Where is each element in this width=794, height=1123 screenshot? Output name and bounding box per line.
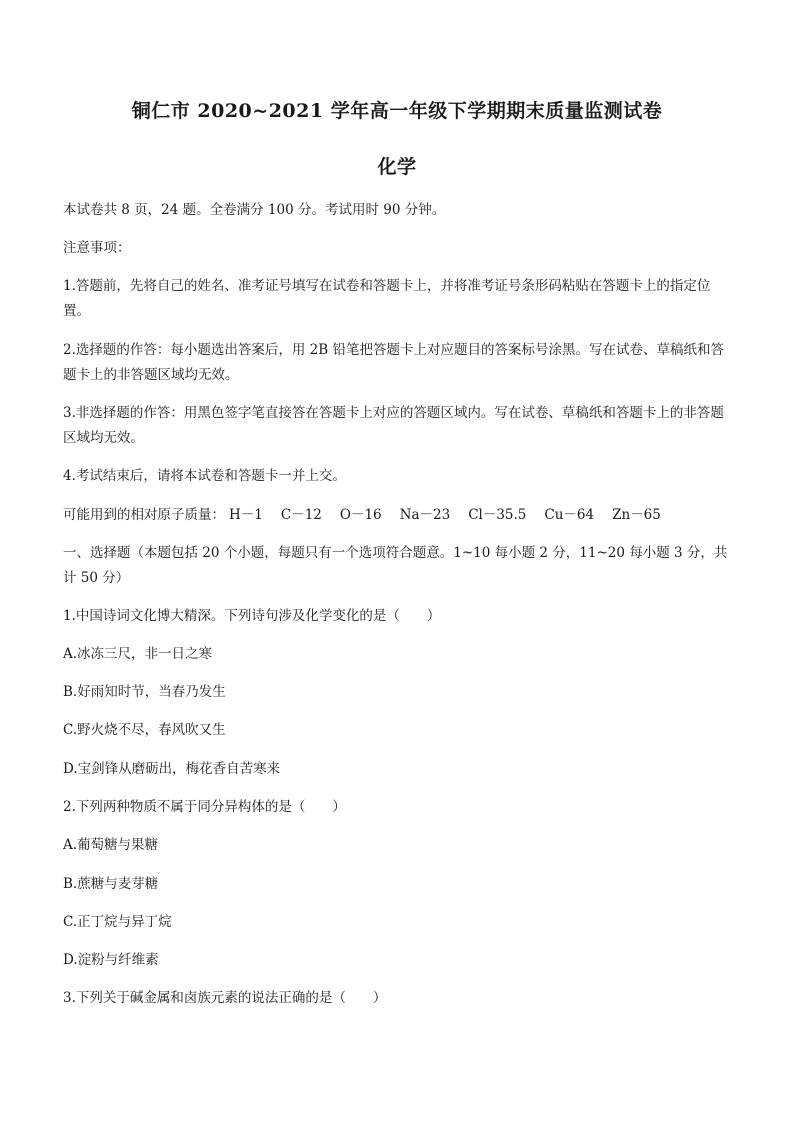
note-item: 3.非选择题的作答：用黑色签字笔直接答在答题卡上对应的答题区域内。写在试卷、草稿纸和答题卡上的非答题区域均无效。: [63, 405, 724, 446]
atomic-mass-item: O－16: [339, 507, 382, 523]
atomic-mass-label: 可能用到的相对原子质量：: [63, 507, 225, 523]
question-option: A.冰冻三尺，非一日之寒: [63, 646, 213, 662]
question-option: D.宝剑锋从磨砺出，梅花香自苦寒来: [63, 761, 281, 777]
question-stem: 1.中国诗词文化博大精深。下列诗句涉及化学变化的是（ ）: [63, 608, 441, 624]
question-option: D.淀粉与纤维素: [63, 952, 159, 968]
subject-title: 化学: [377, 156, 417, 178]
question-option: B.好雨知时节，当春乃发生: [63, 684, 226, 700]
section-heading: 一、选择题（本题包括 20 个小题，每题只有一个选项符合题意。1~10 每小题 2 分，11~20 每小题 3 分，共计 50 分）: [63, 545, 728, 586]
atomic-mass-item: H－1: [229, 507, 263, 523]
question-option: A.葡萄糖与果糖: [63, 837, 159, 853]
atomic-mass-item: Cu－64: [544, 507, 595, 523]
intro-text: 本试卷共 8 页，24 题。全卷满分 100 分。考试用时 90 分钟。: [63, 202, 446, 218]
notes-heading: 注意事项：: [63, 240, 131, 256]
atomic-mass-item: Na－23: [399, 507, 451, 523]
note-item: 2.选择题的作答：每小题选出答案后，用 2B 铅笔把答题卡上对应题目的答案标号涂黑。写在试卷、草稿纸和答题卡上的非答题区域均无效。: [63, 342, 724, 383]
atomic-mass-item: C－12: [280, 507, 322, 523]
note-item: 4.考试结束后，请将本试卷和答题卡一并上交。: [63, 468, 346, 484]
page-title: 铜仁市 2020~2021 学年高一年级下学期期末质量监测试卷: [131, 100, 663, 122]
note-item: 1.答题前，先将自己的姓名、准考证号填写在试卷和答题卡上，并将准考证号条形码粘贴在答题卡上的指定位置。: [63, 278, 711, 319]
question-stem: 3.下列关于碱金属和卤族元素的说法正确的是（ ）: [63, 990, 387, 1006]
question-option: C.野火烧不尽，春风吹又生: [63, 722, 226, 738]
atomic-mass-item: Cl－35.5: [468, 507, 527, 523]
question-option: C.正丁烷与异丁烷: [63, 914, 172, 930]
atomic-mass-line: [63, 504, 733, 526]
question-option: B.蔗糖与麦芽糖: [63, 876, 159, 892]
question-stem: 2.下列两种物质不属于同分异构体的是（ ）: [63, 799, 346, 815]
atomic-mass-item: Zn－65: [612, 507, 661, 523]
